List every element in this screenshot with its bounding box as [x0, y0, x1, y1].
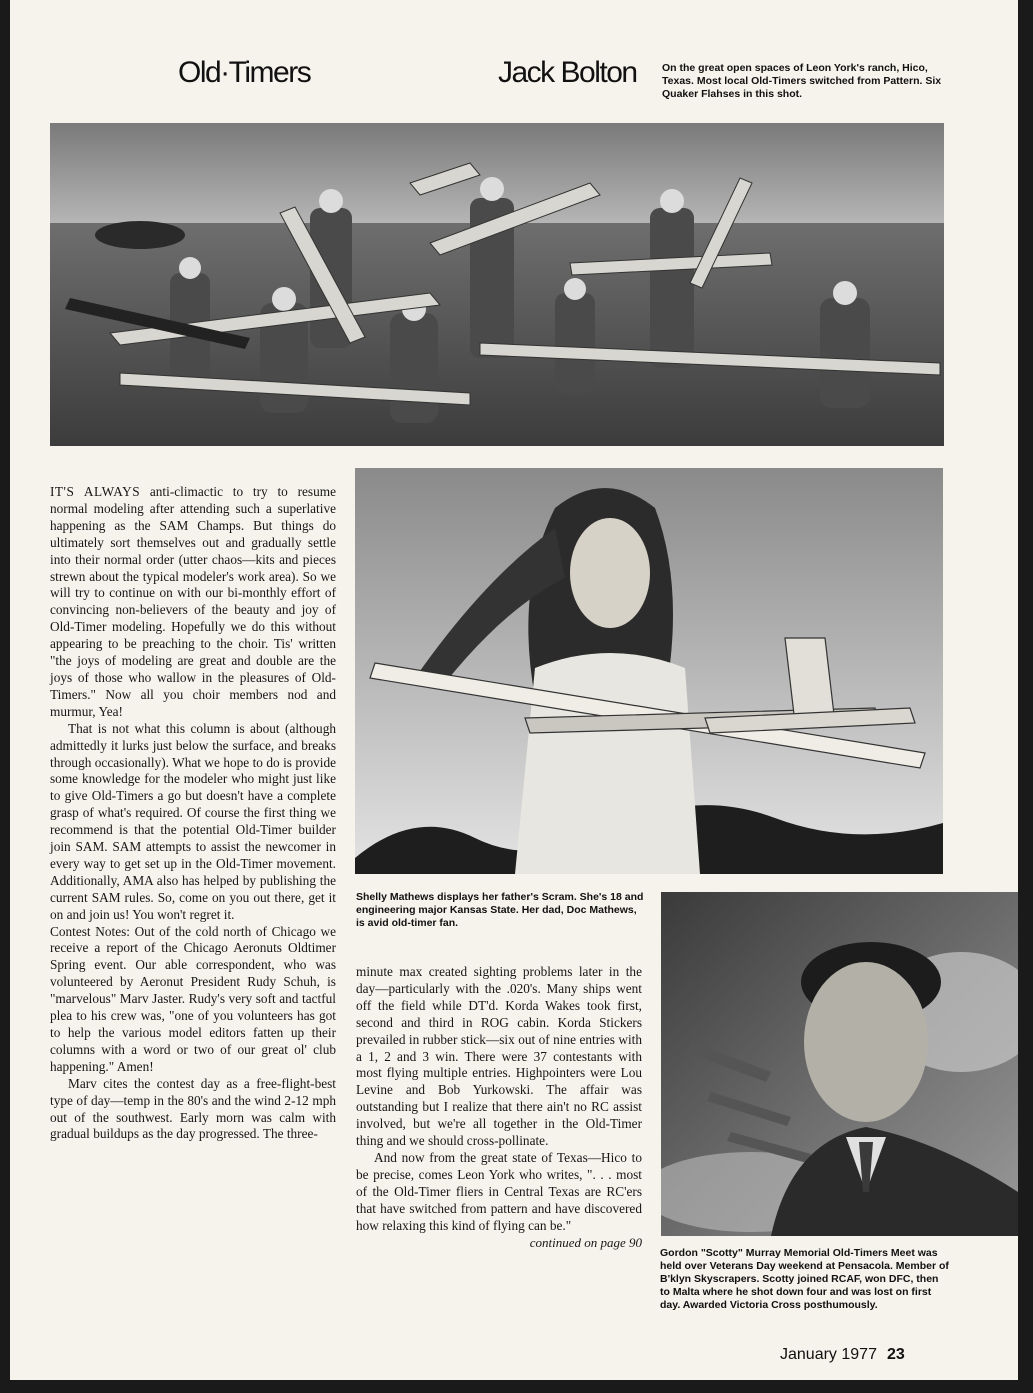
page-footer — [780, 1346, 905, 1364]
article-column-2 — [356, 964, 642, 1251]
shelly-mathews-photo — [355, 468, 943, 874]
section-title: Old·Timers — [178, 56, 311, 89]
issue-date: January 1977 — [780, 1346, 877, 1363]
article-paragraph-1: anti-climactic to try to resume normal modeling after attending such a superlative happening as the SAM Champs. But things do ultimately sort themselves out and gradually settle into their normal order (utter chaos—kits and pieces strewn about the typical modeler's work area). So we will try to continue on with our bi-monthly effort of convincing non-believers of the beauty and joy of Old-Timer modeling. Hopefully we do this without appearing to be preaching to the choir. Tis' written "the joys of modeling are great and double are the joys of those who wallow in the pleasures of Old-Timers." Now all you choir members nod and murmur, Yea! — [50, 484, 336, 719]
article-column-1 — [50, 484, 336, 1143]
article-paragraph-6: And now from the great state of Texas—Hico to be precise, comes Leon York who writes, ". . . most of the Old-Timer fliers in Central Texas are RC'ers that have switched from pattern and have discovered how relaxing this kind of flying can be." — [356, 1149, 642, 1233]
group-photo — [50, 123, 944, 446]
author-name: Jack Bolton — [498, 56, 637, 89]
article-paragraph-5: minute max created sighting problems later in the day—particularly with the .020's. Many ships went off the field while DT'd. Korda Wakes took first, second and third in ROG cabin. Korda Stickers prevailed in rubber stick—six out of nine entries with a 1, 2 and 3 win. There were 37 contestants with most flying multiple entries. Highpointers were Lou Levine and Bob Yurkowski. The affair was outstanding but I realize that there ain't no RC assist involved, but we're all together in the Old-Timer thing and we should cross-pollinate. — [356, 964, 642, 1149]
page-number: 23 — [886, 1346, 905, 1363]
scotty-murray-portrait — [661, 892, 1018, 1236]
girl-photo-caption: Shelly Mathews displays her father's Scram. She's 18 and engineering major Kansas State. Her dad, Doc Mathews, is avid old-timer fan. — [356, 891, 644, 929]
continued-note: continued on page 90 — [529, 1234, 642, 1250]
top-photo-caption: On the great open spaces of Leon York's ranch, Hico, Texas. Most local Old-Timers switched from Pattern. Six Quaker Flahses in this shot. — [662, 62, 942, 100]
magazine-page — [10, 0, 1018, 1380]
pilot-photo-caption: Gordon "Scotty" Murray Memorial Old-Timers Meet was held over Veterans Day weekend at Pensacola. Member of B'klyn Skyscrapers. Scotty joined RCAF, won DFC, then to Malta where he shot down four and was lost on first day. Awarded Victoria Cross posthumously. — [660, 1247, 949, 1311]
article-paragraph-2: That is not what this column is about (although admittedly it lurks just below the surface, and breaks through occasionally). What we hope to do is provide some knowledge for the modeler who might just like to give Old-Timers a go but doesn't have a complete grasp of what's required. Of course the first thing we recommend is that the potential Old-Timer builder join SAM. SAM attempts to assist the newcomer in every way to get set up in the Old-Timer movement. Additionally, AMA also has helped by publishing the current SAM rules. So, come on you out there, get it on and join us! You won't regret it. — [50, 720, 336, 922]
article-lead-in: IT'S ALWAYS — [50, 484, 141, 499]
article-paragraph-4: Marv cites the contest day as a free-flight-best type of day—temp in the 80's and the wind 2-12 mph out of the southwest. Early morn was calm with gradual buildups as the day progressed. The three- — [50, 1075, 336, 1142]
article-paragraph-3: Contest Notes: Out of the cold north of Chicago we receive a report of the Chicago Aeronuts Oldtimer Spring event. Our able correspondent, who was volunteered by Aeronut President Rudy Schuh, is "marvelous" Marv Jaster. Rudy's very soft and tactful plea to his crew was, "one of you volunteers has got to help the various model editors fatten up their columns with a word or two of our great ol' club happening." Amen! — [50, 923, 336, 1074]
